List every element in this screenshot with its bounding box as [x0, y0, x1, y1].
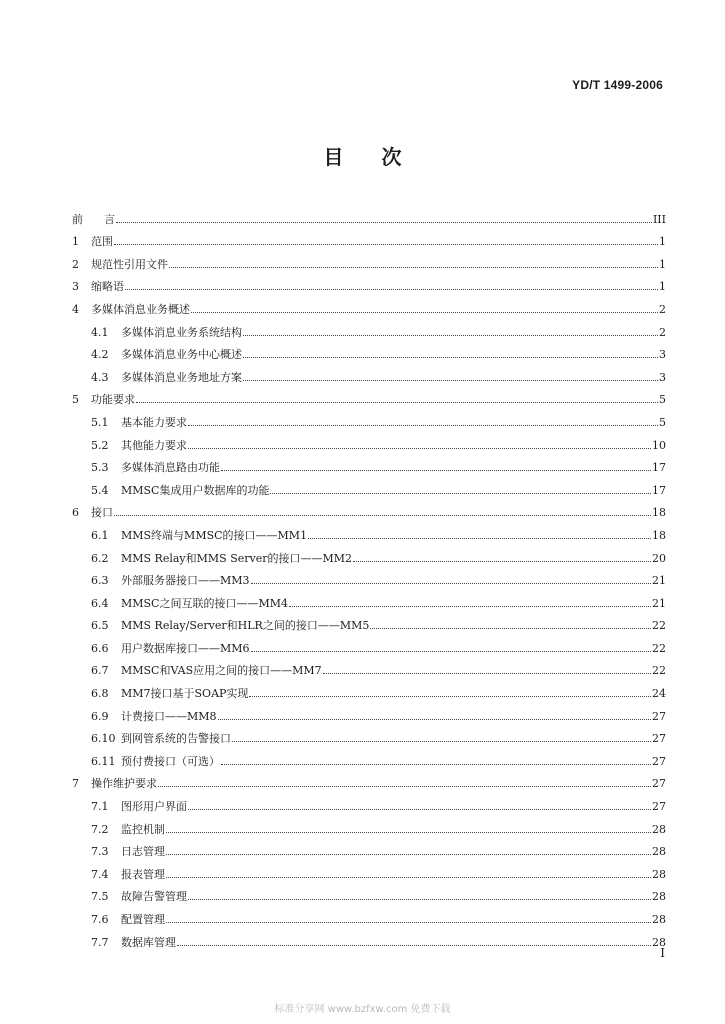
toc-entry-page: 22	[652, 619, 666, 633]
toc-entry-number: 6.4	[91, 596, 109, 610]
toc-entry	[72, 790, 666, 813]
toc-entry	[72, 203, 666, 226]
watermark: 标准分享网 www.bzfxw.com 免费下载	[274, 1004, 451, 1015]
toc-entry-page: 27	[652, 709, 666, 723]
toc-entry-page: 27	[652, 800, 666, 814]
toc-entry-page: 2	[659, 302, 666, 316]
toc-leader-dots	[158, 786, 651, 787]
toc-entry-label: 功能要求	[91, 393, 135, 407]
toc-entry-number: 1	[72, 235, 79, 249]
toc-entry-label: 到网管系统的告警接口	[121, 732, 231, 746]
toc-entry-page: 10	[652, 438, 666, 452]
toc-leader-dots	[125, 289, 658, 290]
toc-entry	[72, 293, 666, 316]
toc-entry-number: 4	[72, 302, 79, 316]
toc-entry-page: 1	[659, 257, 666, 271]
toc-entry-label: MMS Relay和MMS Server的接口——MM2	[121, 551, 353, 565]
toc-leader-dots	[243, 335, 658, 336]
toc-entry-label: 多媒体消息业务地址方案	[121, 370, 242, 384]
toc-entry-label: 规范性引用文件	[91, 257, 168, 271]
toc-entry-label: MMS终端与MMSC的接口——MM1	[121, 528, 308, 542]
page-title	[0, 141, 725, 170]
toc-entry-page: 28	[652, 845, 666, 859]
toc-entry-label: 配置管理	[121, 913, 165, 926]
toc-entry-label: 操作维护要求	[91, 777, 157, 791]
toc-entry	[72, 903, 666, 926]
toc-entry-number: 7.1	[91, 800, 109, 814]
toc-entry	[72, 519, 666, 542]
toc-entry-number: 6.6	[91, 641, 109, 655]
toc-entry-label: 言	[104, 212, 115, 226]
toc-entry	[72, 768, 666, 791]
toc-entry-label: 数据库管理	[121, 935, 176, 949]
toc-entry-page: 17	[652, 483, 666, 497]
toc-entry-page: 18	[652, 528, 666, 542]
toc-entry	[72, 655, 666, 678]
toc-leader-dots	[136, 402, 658, 403]
toc-leader-dots	[353, 561, 651, 562]
toc-entry-page: 17	[652, 461, 666, 475]
toc-entry	[72, 361, 666, 384]
toc-leader-dots	[191, 312, 658, 313]
toc-leader-dots	[270, 493, 651, 494]
toc-entry	[72, 813, 666, 836]
toc-entry	[72, 474, 666, 497]
toc-entry-number: 6.9	[91, 709, 109, 723]
toc-leader-dots	[249, 696, 651, 697]
toc-entry	[72, 926, 666, 949]
toc-entry-number: 5.3	[91, 461, 109, 475]
toc-entry-label: MMSC之间互联的接口——MM4	[121, 596, 289, 610]
toc-entry-page: 3	[659, 370, 666, 384]
toc-entry-label: 基本能力要求	[121, 415, 187, 429]
toc-entry-number: 2	[72, 257, 79, 271]
toc-leader-dots	[289, 606, 651, 607]
toc-entry-label: 报表管理	[121, 867, 165, 881]
toc-entry-page: III	[652, 212, 666, 226]
toc-entry-number: 7.6	[91, 913, 109, 926]
toc-entry-page: 22	[652, 641, 666, 655]
toc-entry-number: 4.3	[91, 370, 109, 384]
toc-entry	[72, 429, 666, 452]
toc-entry	[72, 226, 666, 249]
toc-entry-number: 5	[72, 393, 79, 407]
toc-entry	[72, 881, 666, 904]
toc-leader-dots	[166, 854, 651, 855]
toc-entry-number: 7.4	[91, 867, 109, 881]
toc-entry-page: 18	[652, 506, 666, 520]
toc-entry	[72, 632, 666, 655]
title-char-2: 次	[381, 145, 402, 169]
toc-entry-page: 1	[659, 235, 666, 249]
toc-entry-page: 28	[652, 867, 666, 881]
toc-entry-label: 其他能力要求	[121, 438, 187, 452]
toc-entry-number: 6.1	[91, 528, 109, 542]
toc-entry	[72, 497, 666, 520]
toc-leader-dots	[188, 448, 651, 449]
toc-entry-label: MMSC和VAS应用之间的接口——MM7	[121, 664, 322, 678]
toc-entry	[72, 316, 666, 339]
toc-leader-dots	[370, 628, 651, 629]
toc-entry-page: 20	[652, 551, 666, 565]
toc-entry-number: 3	[72, 280, 79, 294]
toc-entry	[72, 677, 666, 700]
toc-leader-dots	[114, 244, 658, 245]
toc-entry-label: MMS Relay/Server和HLR之间的接口——MM5	[121, 619, 370, 633]
toc-entry-number: 5.4	[91, 483, 109, 497]
toc-entry-label: 多媒体消息路由功能	[121, 461, 220, 475]
toc-entry-number: 6.8	[91, 687, 109, 701]
toc-entry-label: 图形用户界面	[121, 800, 187, 814]
toc-entry-label: MMSC集成用户数据库的功能	[121, 483, 270, 497]
toc-entry-label: 计费接口——MM8	[121, 709, 217, 723]
toc-entry-number: 5.1	[91, 415, 109, 429]
toc-entry-number: 6.3	[91, 574, 109, 588]
toc-leader-dots	[251, 651, 651, 652]
toc-leader-dots	[116, 222, 652, 223]
toc-entry	[72, 700, 666, 723]
toc-entry-page: 27	[652, 754, 666, 768]
toc-entry	[72, 587, 666, 610]
toc-entry-page: 2	[659, 325, 666, 339]
toc-entry-label: 多媒体消息业务系统结构	[121, 325, 242, 339]
toc-leader-dots	[169, 267, 658, 268]
toc-leader-dots	[232, 741, 651, 742]
toc-entry	[72, 565, 666, 588]
toc-entry-label: 接口	[91, 506, 113, 520]
toc-entry-label: 范围	[91, 235, 113, 249]
toc-entry-page: 3	[659, 348, 666, 362]
toc-entry-label: 用户数据库接口——MM6	[121, 641, 250, 655]
toc-entry-number: 4.1	[91, 325, 109, 339]
toc-entry-number: 6.2	[91, 551, 109, 565]
toc-entry-number: 6	[72, 506, 79, 520]
toc-entry-label: 缩略语	[91, 280, 124, 294]
toc-entry	[72, 452, 666, 475]
toc-entry-page: 24	[652, 687, 666, 701]
standard-code: YD/T 1499-2006	[572, 78, 663, 92]
toc-entry-page: 21	[652, 574, 666, 588]
toc-entry-label: 多媒体消息业务中心概述	[121, 348, 242, 362]
toc-entry-number: 6.10	[91, 732, 116, 746]
toc-leader-dots	[218, 719, 651, 720]
toc-leader-dots	[188, 425, 658, 426]
toc-leader-dots	[177, 945, 651, 946]
toc-entry-page: 27	[652, 732, 666, 746]
toc-entry-page: 27	[652, 777, 666, 791]
toc-leader-dots	[188, 809, 651, 810]
toc-entry-page: 21	[652, 596, 666, 610]
toc-entry-label: 预付费接口（可选）	[121, 754, 220, 768]
toc-entry-page: 22	[652, 664, 666, 678]
toc-entry-number: 7.5	[91, 890, 109, 904]
toc-leader-dots	[166, 877, 651, 878]
toc-entry-number: 6.11	[91, 754, 116, 768]
toc-leader-dots	[166, 832, 651, 833]
toc-entry-number: 5.2	[91, 438, 109, 452]
toc-leader-dots	[166, 922, 651, 923]
toc-leader-dots	[221, 764, 651, 765]
toc-entry-label: 外部服务器接口——MM3	[121, 574, 250, 588]
toc-entry	[72, 858, 666, 881]
toc-entry-page: 1	[659, 280, 666, 294]
toc-entry	[72, 723, 666, 746]
toc-entry-number: 7.3	[91, 845, 109, 859]
toc-leader-dots	[221, 470, 651, 471]
toc-entry-label: MM7接口基于SOAP实现	[121, 687, 249, 701]
toc-entry	[72, 542, 666, 565]
toc-entry-page: 5	[659, 393, 666, 407]
toc-entry	[72, 406, 666, 429]
toc-entry	[72, 836, 666, 859]
toc-entry-label: 故障告警管理	[121, 890, 187, 904]
page-number: I	[660, 946, 665, 960]
toc-entry-page: 28	[652, 822, 666, 836]
toc-leader-dots	[308, 538, 651, 539]
toc-entry-label: 日志管理	[121, 845, 165, 859]
toc-entry	[72, 248, 666, 271]
toc-leader-dots	[188, 899, 651, 900]
toc-entry-number: 4.2	[91, 348, 109, 362]
toc-leader-dots	[251, 583, 651, 584]
toc-entry-number: 6.7	[91, 664, 109, 678]
toc-entry	[72, 339, 666, 362]
toc-entry-page: 28	[652, 890, 666, 904]
toc-entry-label: 监控机制	[121, 822, 165, 836]
toc-entry-page: 28	[652, 935, 666, 949]
toc-entry	[72, 745, 666, 768]
toc-leader-dots	[114, 515, 651, 516]
toc-entry-number: 7.7	[91, 935, 109, 949]
toc-leader-dots	[243, 357, 658, 358]
toc-leader-dots	[323, 673, 651, 674]
toc-entry-page: 5	[659, 415, 666, 429]
title-char-1: 目	[323, 145, 344, 169]
toc-entry-number: 前	[72, 212, 83, 226]
toc-entry-number: 7	[72, 777, 79, 791]
toc-leader-dots	[243, 380, 658, 381]
toc-entry	[72, 384, 666, 407]
toc-entry-number: 7.2	[91, 822, 109, 836]
toc-entry-label: 多媒体消息业务概述	[91, 302, 190, 316]
toc-entry-number: 6.5	[91, 619, 109, 633]
toc-entry-page: 28	[652, 913, 666, 926]
toc-entry	[72, 271, 666, 294]
toc-entry	[72, 610, 666, 633]
table-of-contents	[72, 203, 666, 949]
